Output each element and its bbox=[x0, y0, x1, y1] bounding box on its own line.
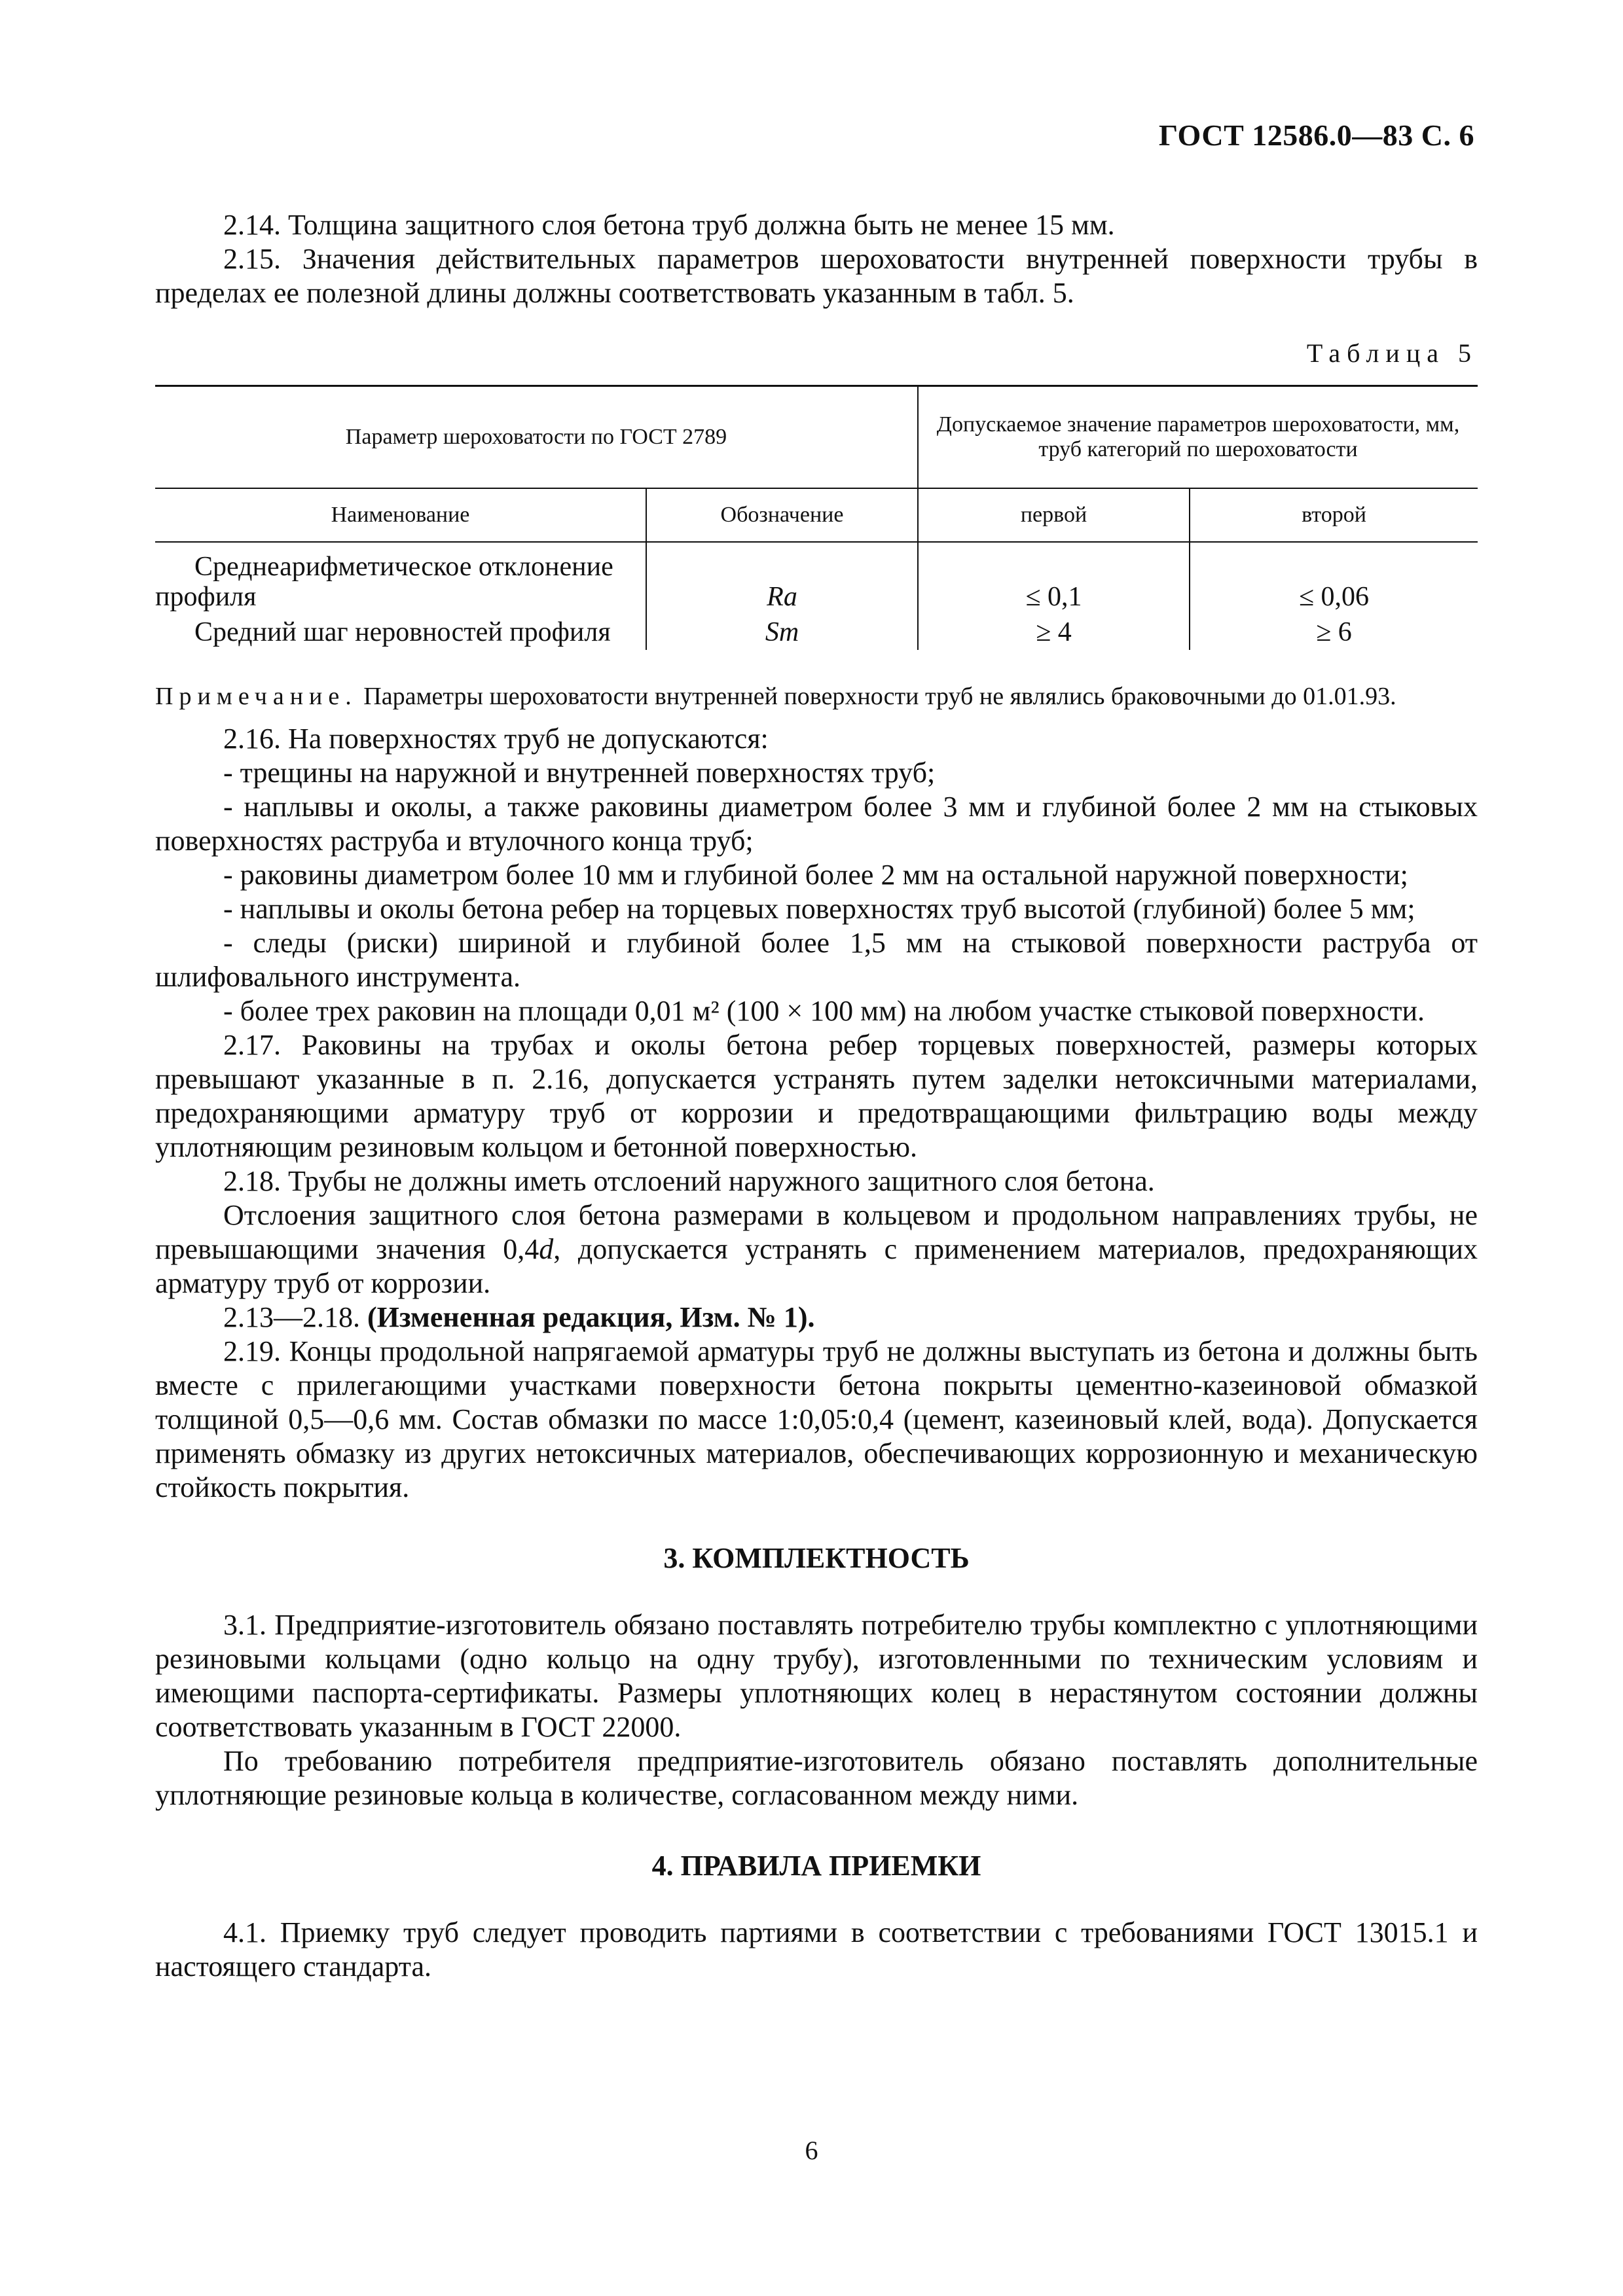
table-cell-second: ≥ 6 bbox=[1316, 617, 1352, 647]
edit-ref: 2.13—2.18. bbox=[223, 1301, 360, 1333]
table-head-allowed: Допускаемое значение параметров шероховатости, мм, труб категорий по шероховатости bbox=[918, 386, 1478, 489]
text-span: Отслоения защитного слоя бетона размерами в кольцевом и продольном направлениях трубы, не превышающими значения 0,4 bbox=[155, 1199, 1478, 1265]
table-label: Таблица 5 bbox=[1306, 338, 1478, 368]
table-note bbox=[155, 680, 1478, 713]
paragraph-3-1-continued: По требованию потребителя предприятие-изготовитель обязано поставлять дополнительные уплотняющие резиновые кольца в количестве, согласованном между ними. bbox=[155, 1745, 1478, 1811]
table-cell-name bbox=[155, 615, 646, 650]
italic-d: d bbox=[539, 1233, 554, 1265]
table-cell-name bbox=[155, 542, 646, 615]
table-cell-first: ≤ 0,1 bbox=[918, 542, 1190, 615]
paragraph-2-15: 2.15. Значения действительных параметров шероховатости внутренней поверхности трубы в пределах ее полезной длины должны соответствовать указанным в табл. 5. bbox=[155, 243, 1478, 309]
symbol-ra: Ra bbox=[767, 582, 797, 612]
table-cell-name-line1: Средний шаг неровностей профиля bbox=[194, 617, 611, 647]
table-col-first: первой bbox=[918, 488, 1190, 542]
defect-item: - наплывы и околы, а также раковины диаметром более 3 мм и глубиной более 2 мм на стыковых поверхностях раструба и втулочного конца труб; bbox=[155, 791, 1478, 857]
table-col-name: Наименование bbox=[155, 488, 646, 542]
section-3-title: 3. КОМПЛЕКТНОСТЬ bbox=[663, 1542, 970, 1574]
table-cell-second: ≤ 0,06 bbox=[1298, 582, 1370, 612]
roughness-table bbox=[155, 385, 1478, 650]
defect-item: - раковины диаметром более 10 мм и глубиной более 2 мм на остальной наружной поверхности; bbox=[223, 859, 1408, 891]
paragraph-2-19: 2.19. Концы продольной напрягаемой арматуры труб не должны выступать из бетона и должны быть вместе с прилегающими участками поверхности бетона покрыты цементно-казеиновой обмазкой толщиной 0,5—0,6 мм. Состав обмазки по массе 1:0,05:0,4 (цемент, казеиновый клей, вода). Допускается применять обмазку из других нетоксичных материалов, обеспечивающих коррозионную и механическую стойкость покрытия. bbox=[155, 1335, 1478, 1503]
paragraph-2-14: 2.14. Толщина защитного слоя бетона труб должна быть не менее 15 мм. bbox=[223, 209, 1115, 241]
symbol-sm: Sm bbox=[765, 617, 799, 647]
note-text: Параметры шероховатости внутренней поверхности труб не являлись браковочными до 01.01.93. bbox=[357, 683, 1396, 710]
edit-bold: (Измененная редакция, Изм. № 1). bbox=[367, 1301, 815, 1333]
table-cell-name-line2: профиля bbox=[155, 582, 257, 612]
table-cell-symbol bbox=[646, 615, 918, 650]
table-col-symbol: Обозначение bbox=[646, 488, 918, 542]
page-number: 6 bbox=[805, 2136, 818, 2165]
defect-item: - более трех раковин на площади 0,01 м² (100 × 100 мм) на любом участке стыковой поверхности. bbox=[223, 995, 1425, 1027]
paragraph-2-17: 2.17. Раковины на трубах и околы бетона ребер торцевых поверхностей, размеры которых превышают указанные в п. 2.16, допускается устранять путем заделки нетоксичными материалами, предохраняющими арматуру труб от коррозии и предотвращающими фильтрацию воды между уплотняющим резиновым кольцом и бетонной поверхностью. bbox=[155, 1029, 1478, 1163]
table-cell-name-line1: Среднеарифметическое отклонение bbox=[194, 552, 613, 582]
table-row bbox=[155, 615, 1478, 650]
defect-item: - наплывы и околы бетона ребер на торцевых поверхностях труб высотой (глубиной) более 5 мм; bbox=[223, 893, 1415, 925]
edit-note bbox=[155, 1300, 1478, 1335]
defect-item: - трещины на наружной и внутренней поверхностях труб; bbox=[223, 757, 936, 789]
table-head-param: Параметр шероховатости по ГОСТ 2789 bbox=[155, 386, 918, 489]
paragraph-2-18: 2.18. Трубы не должны иметь отслоений наружного защитного слоя бетона. bbox=[223, 1165, 1155, 1197]
page-header: ГОСТ 12586.0—83 С. 6 bbox=[1158, 118, 1474, 152]
paragraph-4-1: 4.1. Приемку труб следует проводить партиями в соответствии с требованиями ГОСТ 13015.1 и настоящего стандарта. bbox=[155, 1916, 1478, 1982]
paragraph-3-1: 3.1. Предприятие-изготовитель обязано поставлять потребителю трубы комплектно с уплотняющими резиновыми кольцами (одно кольцо на одну трубу), изготовленными по техническим условиям и имеющими паспорта-сертификаты. Размеры уплотняющих колец в нерастянутом состоянии должны соответствовать указанным в ГОСТ 22000. bbox=[155, 1609, 1478, 1743]
table-row bbox=[155, 542, 1478, 615]
defect-item: - следы (риски) шириной и глубиной более 1,5 мм на стыковой поверхности раструба от шлифовального инструмента. bbox=[155, 927, 1478, 993]
section-4-title: 4. ПРАВИЛА ПРИЕМКИ bbox=[651, 1850, 981, 1882]
paragraph-2-18-continued bbox=[155, 1198, 1478, 1300]
table-cell-first: ≥ 4 bbox=[918, 615, 1190, 650]
paragraph-2-16: 2.16. На поверхностях труб не допускаются: bbox=[223, 723, 769, 755]
text-span: , допускается устранять с применением материалов, предохраняющих арматуру труб от коррозии. bbox=[155, 1233, 1478, 1299]
note-label: Примечание. bbox=[155, 683, 357, 710]
table-cell-symbol bbox=[646, 542, 918, 615]
document-body bbox=[155, 208, 1478, 1984]
table-col-second: второй bbox=[1190, 488, 1478, 542]
